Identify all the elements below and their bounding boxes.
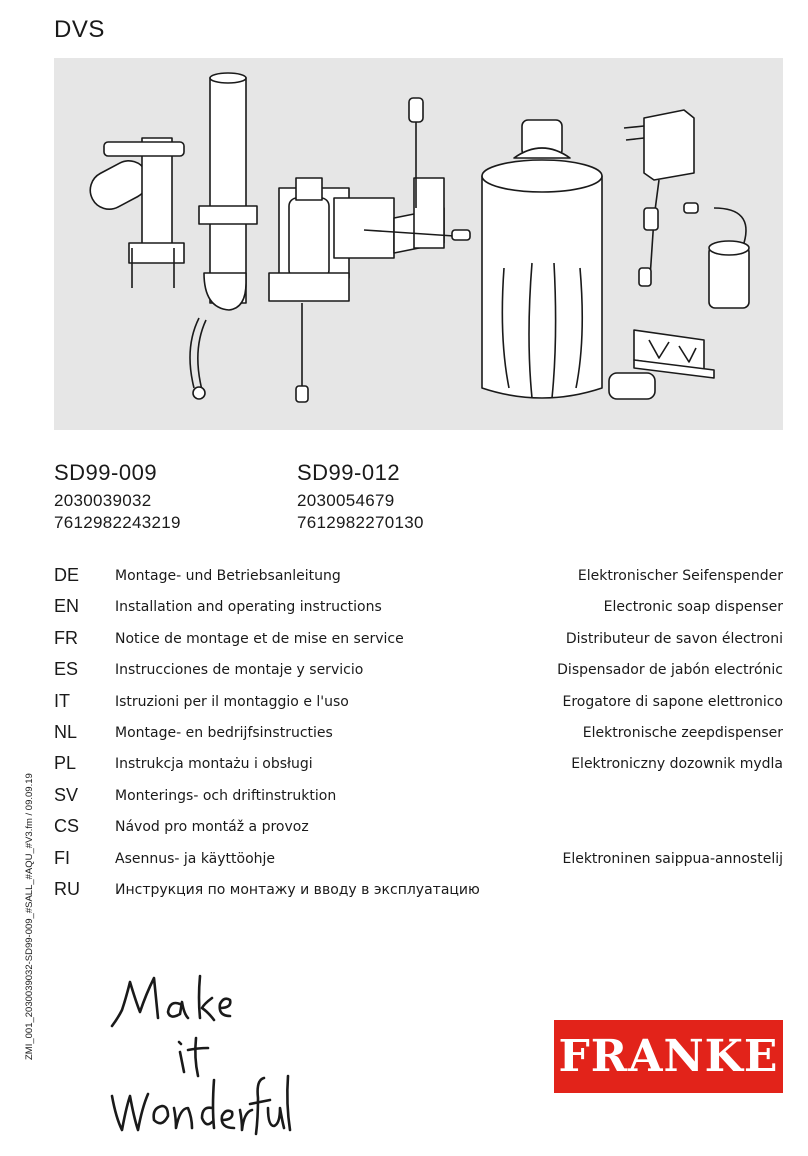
product-ean: 7612982270130 (297, 513, 424, 532)
product-model: SD99-009 (54, 460, 158, 485)
instructions-title: Montage- und Betriebsanleitung (115, 568, 341, 584)
language-row-it (54, 689, 783, 720)
product-article-number: 2030039032 (54, 491, 152, 510)
product-block-1 (54, 460, 181, 534)
product-block-2 (297, 460, 424, 534)
soap-container-part (482, 120, 602, 398)
language-row-es (54, 657, 783, 688)
product-description: Elektronische zeepdispenser (582, 724, 783, 741)
product-description: Electronic soap dispenser (603, 599, 783, 616)
battery-pack-part (684, 203, 749, 308)
language-row-nl (54, 720, 783, 751)
language-row-fr (54, 626, 783, 657)
language-code: SV (54, 784, 79, 805)
language-code: FR (54, 627, 78, 648)
slogan-handwriting (108, 968, 293, 1138)
product-model: SD99-012 (297, 460, 401, 485)
product-description: Elektroniczny dozownik mydla (571, 756, 783, 773)
language-code: PL (54, 753, 77, 774)
language-code: ES (54, 659, 79, 680)
product-illustration (54, 58, 783, 430)
language-row-cs (54, 814, 783, 845)
language-code: FI (54, 847, 70, 868)
language-code: DE (54, 565, 80, 585)
language-code: CS (54, 816, 80, 837)
language-code: IT (54, 690, 70, 711)
file-reference-note: ZMI_001_2030039032-SD99-009_#SALL_#AQU_#V3.fm / 09.09.19 (24, 773, 35, 1060)
spout-part (84, 138, 184, 288)
parts-drawing (54, 58, 783, 430)
mounting-bracket-part (634, 330, 714, 378)
language-code: RU (54, 878, 80, 899)
instructions-title: Instrucciones de montaje y servicio (115, 662, 364, 679)
brand-wordmark: FRANKE (558, 1031, 779, 1082)
language-row-sv (54, 783, 783, 814)
valve-part (269, 98, 470, 402)
language-row-de (54, 563, 783, 594)
language-row-ru (54, 877, 783, 908)
slogan-graphic (108, 968, 293, 1138)
product-description: Erogatore di sapone elettronico (562, 693, 783, 710)
language-code: NL (54, 721, 78, 742)
language-row-pl (54, 751, 783, 782)
language-row-en (54, 594, 783, 625)
language-row-fi (54, 846, 783, 877)
instructions-title: Инструкция по монтажу и вводу в эксплуатацию (115, 881, 480, 898)
product-description: Elektroninen saippua-annostelij (562, 850, 783, 867)
power-adapter-part (624, 110, 694, 286)
pipe-part (190, 73, 257, 399)
instructions-title: Installation and operating instructions (115, 599, 382, 616)
clip-part (609, 373, 655, 399)
franke-logo (554, 1020, 783, 1093)
instructions-title: Návod pro montáž a provoz (115, 819, 309, 836)
product-article-number: 2030054679 (297, 491, 395, 510)
instructions-title: Istruzioni per il montaggio e l'uso (115, 693, 349, 710)
product-description: Elektronischer Seifenspender (577, 568, 783, 584)
product-description: Dispensador de jabón electrónic (557, 662, 783, 679)
language-code: EN (54, 596, 80, 617)
product-description: Distributeur de savon électroni (565, 630, 783, 647)
instructions-title: Montage- en bedrijfsinstructies (115, 724, 333, 741)
instructions-title: Asennus- ja käyttöohje (115, 850, 276, 867)
document-title: DVS (54, 16, 105, 43)
instructions-title: Monterings- och driftinstruktion (115, 787, 337, 804)
product-ean: 7612982243219 (54, 513, 181, 532)
language-list (54, 563, 783, 908)
instructions-title: Notice de montage et de mise en service (115, 630, 404, 647)
instructions-title: Instrukcja montażu i obsługi (115, 756, 313, 773)
